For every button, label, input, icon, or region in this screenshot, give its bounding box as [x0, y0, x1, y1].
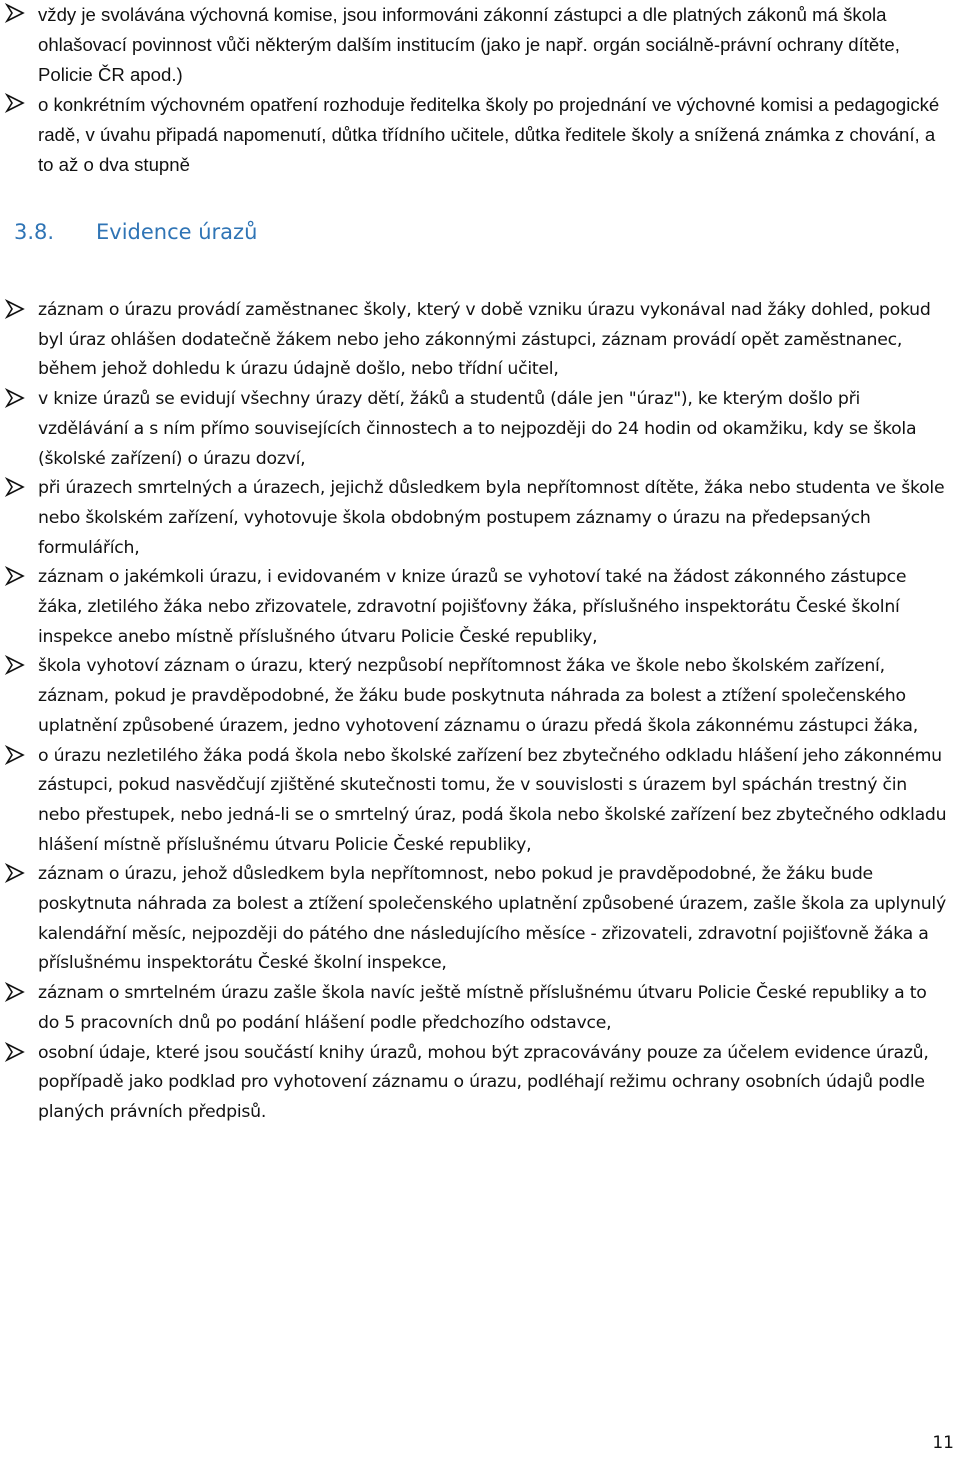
- arrowhead-bullet-icon: [4, 92, 26, 114]
- arrowhead-bullet-icon: [4, 476, 26, 498]
- arrowhead-bullet-icon: [4, 1041, 26, 1063]
- list-item: [0, 860, 958, 979]
- list-item: [0, 0, 954, 90]
- arrowhead-bullet-icon: [4, 981, 26, 1003]
- list-item-text: záznam o úrazu, jehož důsledkem byla nepřítomnost, nebo pokud je pravděpodobné, že žáku bude poskytnuta náhrada za bolest a ztížení společenského uplatnění způsobené úrazem, zašle škola za uplynulý kalendářní měsíc, nejpozději do pátého dne následujícího měsíce - zřizovateli, zdravotní pojišťovně žáka a příslušnému inspektorátu České školní inspekce,: [38, 864, 946, 974]
- arrowhead-bullet-icon: [4, 654, 26, 676]
- list-item: [0, 979, 958, 1038]
- arrowhead-bullet-icon: [4, 298, 26, 320]
- list-item-text: záznam o jakémkoli úrazu, i evidovaném v knize úrazů se vyhotoví také na žádost zákonného zástupce žáka, zletilého žáka nebo zřizovatele, zdravotní pojišťovny žáka, příslušného inspektorátu České školní inspekce anebo místně příslušného útvaru Policie České republiky,: [38, 567, 907, 647]
- list-item-text: záznam o smrtelném úrazu zašle škola navíc ještě místně příslušnému útvaru Policie České republiky a to do 5 pracovních dnů po podání hlášení podle předchozího odstavce,: [38, 983, 927, 1033]
- arrowhead-bullet-icon: [4, 862, 26, 884]
- list-item-text: při úrazech smrtelných a úrazech, jejichž důsledkem byla nepřítomnost dítěte, žáka nebo studenta ve škole nebo školském zařízení, vyhotovuje škola obdobným postupem záznamy o úrazu na předepsaných formulářích,: [38, 478, 945, 558]
- list-item-text: v knize úrazů se evidují všechny úrazy dětí, žáků a studentů (dále jen "úraz"), ke kterým došlo při vzdělávání a s ním přímo souvisejících činnostech a to nejpozději do 24 hodin od okamžiku, kdy se škola (školské zařízení) o úrazu dozví,: [38, 389, 917, 469]
- list-item-text: o konkrétním výchovném opatření rozhoduje ředitelka školy po projednání ve výchovné komisi a pedagogické radě, v úvahu připadá napomenutí, důtka třídního učitele, důtka ředitele školy a snížená známka z chování, a to až o dva stupně: [38, 94, 940, 175]
- list-item: [0, 385, 958, 474]
- list-item-text: o úrazu nezletilého žáka podá škola nebo školské zařízení bez zbytečného odkladu hlášení jeho zákonnému zástupci, pokud nasvědčují zjištěné skutečnosti tomu, že v souvislosti s úrazem byl spáchán trestný čin nebo přestupek, nebo jedná-li se o smrtelný úraz, podá škola nebo školské zařízení bez zbytečného odkladu hlášení místně příslušnému útvaru Policie České republiky,: [38, 745, 947, 855]
- list-item-text: osobní údaje, které jsou součástí knihy úrazů, mohou být zpracovávány pouze za účelem evidence úrazů, popřípadě jako podklad pro vyhotovení záznamu o úrazu, podléhají režimu ochrany osobních údajů podle planých právních předpisů.: [38, 1042, 929, 1122]
- list-item: [0, 563, 958, 652]
- arrowhead-bullet-icon: [4, 744, 26, 766]
- arrowhead-bullet-icon: [4, 387, 26, 409]
- list-item: [0, 90, 954, 180]
- list-item: [0, 1039, 958, 1128]
- intro-bullet-list: [0, 0, 954, 180]
- list-item-text: vždy je svolávána výchovná komise, jsou informováni zákonní zástupci a dle platných zákonů má škola ohlašovací povinnost vůči některým dalším institucím (jako je např. orgán sociálně-právní ochrany dítěte, Policie ČR apod.): [38, 4, 900, 85]
- list-item: [0, 296, 958, 385]
- arrowhead-bullet-icon: [4, 2, 26, 24]
- section-number: 3.8.: [14, 220, 55, 244]
- injury-records-bullet-list: [0, 296, 958, 1128]
- list-item: [0, 474, 958, 563]
- list-item-text: škola vyhotoví záznam o úrazu, který nezpůsobí nepřítomnost žáka ve škole nebo školském zařízení, záznam, pokud je pravděpodobné, že žáku bude poskytnuta náhrada za bolest a ztížení společenského uplatnění způsobené úrazem, jedno vyhotovení záznamu o úrazu předá škola zákonnému zástupci žáka,: [38, 656, 919, 736]
- section-heading: [14, 216, 257, 248]
- section-title: Evidence úrazů: [96, 220, 258, 244]
- list-item: [0, 652, 958, 741]
- arrowhead-bullet-icon: [4, 565, 26, 587]
- list-item-text: záznam o úrazu provádí zaměstnanec školy, který v době vzniku úrazu vykonával nad žáky dohled, pokud byl úraz ohlášen dodatečně žákem nebo jeho zákonnými zástupci, záznam provádí opět zaměstnanec, během jehož dohledu k úrazu údajně došlo, nebo třídní učitel,: [38, 300, 931, 380]
- page-number: 11: [932, 1433, 954, 1453]
- list-item: [0, 742, 958, 861]
